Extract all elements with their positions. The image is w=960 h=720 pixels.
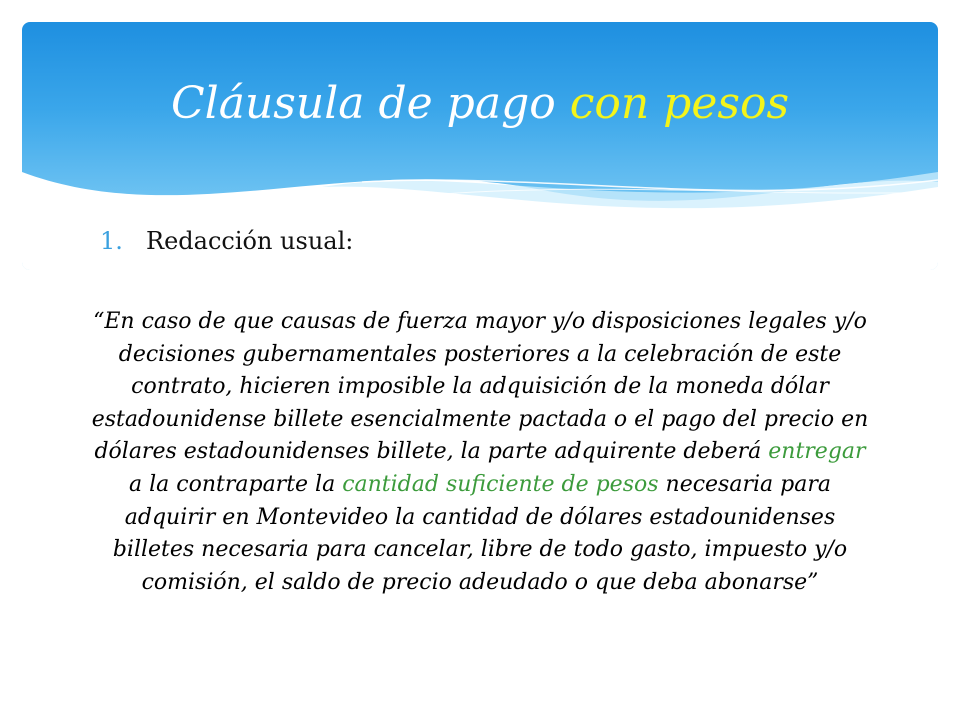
list-label: Redacción usual: bbox=[146, 227, 354, 255]
highlight-cantidad-pesos: cantidad suficiente de pesos bbox=[342, 471, 659, 497]
list-item bbox=[100, 227, 353, 255]
list-number: 1. bbox=[100, 227, 123, 255]
title-accent: con pesos bbox=[569, 78, 790, 129]
highlight-entregar: entregar bbox=[768, 439, 866, 465]
quote-open: “ bbox=[93, 309, 105, 334]
quote-close: ” bbox=[807, 569, 819, 595]
clause-quote bbox=[90, 306, 870, 599]
quote-text-2: a la contraparte la bbox=[129, 471, 343, 497]
quote-text-1: En caso de que causas de fuerza mayor y/o disposiciones legales y/o decisiones gubernamentales posteriores a la celebración de este contrato, hicieren imposible la adquisición de la moneda dólar estadounidense billete esencialmente pactada o el pago del precio en dólares estadounidenses billete, la parte adquirente deberá bbox=[91, 309, 869, 465]
title-main: Cláusula de pago bbox=[170, 78, 570, 129]
slide-title bbox=[0, 78, 960, 129]
quote-text-3: necesaria para adquirir en Montevideo la cantidad de dólares estadounidenses billetes necesaria para cancelar, libre de todo gasto, impuesto y/o comisión, el saldo de precio adeudado o que deba abonarse bbox=[112, 471, 848, 595]
